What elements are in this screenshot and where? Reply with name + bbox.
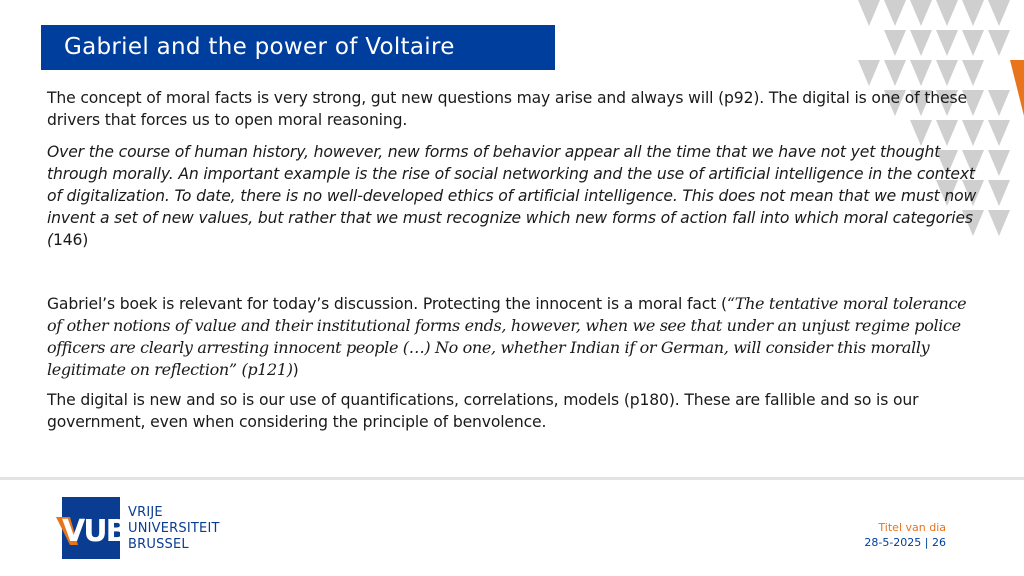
slide-title: Gabriel and the power of Voltaire xyxy=(41,25,555,70)
quote-italic-text: Over the course of human history, however, new forms of behavior appear all the time that we have not yet thought through morally. An important example is the rise of social networking and the use of artificial intelligence in the context of digitalization. To date, there is no well-developed ethics of artificial intelligence. This does not mean that we must now invent a set of new values, but rather that we must recognize which new forms of action fall into which moral categories ( xyxy=(47,143,977,249)
quote-paragraph xyxy=(47,141,982,251)
paragraph-gabriel-boek xyxy=(47,293,982,381)
paragraph-gabriel-quote: “The tentative moral tolerance of other notions of value and their institutional forms ends, however, when we see that under an unjust regime police officers are clearly arresting innocent people (…) No one, whether Indian if or German, will consider this morally legitimate on reflection” (p121) xyxy=(47,294,967,379)
paragraph-moral-facts: The concept of moral facts is very strong, gut new questions may arise and always will (p92). The digital is one of these drivers that forces us to open moral reasoning. xyxy=(47,89,967,129)
slide-label: Titel van dia xyxy=(878,521,946,534)
paragraph-gabriel-lead: Gabriel’s boek is relevant for today’s discussion. Protecting the innocent is a moral fact ( xyxy=(47,295,727,313)
date-and-page-number: 28-5-2025 | 26 xyxy=(864,536,946,549)
logo-line-2: UNIVERSITEIT xyxy=(128,521,220,536)
quote-page-reference: 146) xyxy=(52,231,89,249)
footer-info xyxy=(864,520,946,550)
logo-line-1: VRIJE xyxy=(128,505,163,520)
vub-logo-text xyxy=(128,505,220,553)
paragraph-gabriel-close: ) xyxy=(292,361,299,379)
svg-text:VUB: VUB xyxy=(62,514,127,549)
paragraph-digital: The digital is new and so is our use of quantifications, correlations, models (p180). These are fallible and so is our government, even when considering the principle of benvolence. xyxy=(47,391,919,431)
logo-line-3: BRUSSEL xyxy=(128,537,189,552)
